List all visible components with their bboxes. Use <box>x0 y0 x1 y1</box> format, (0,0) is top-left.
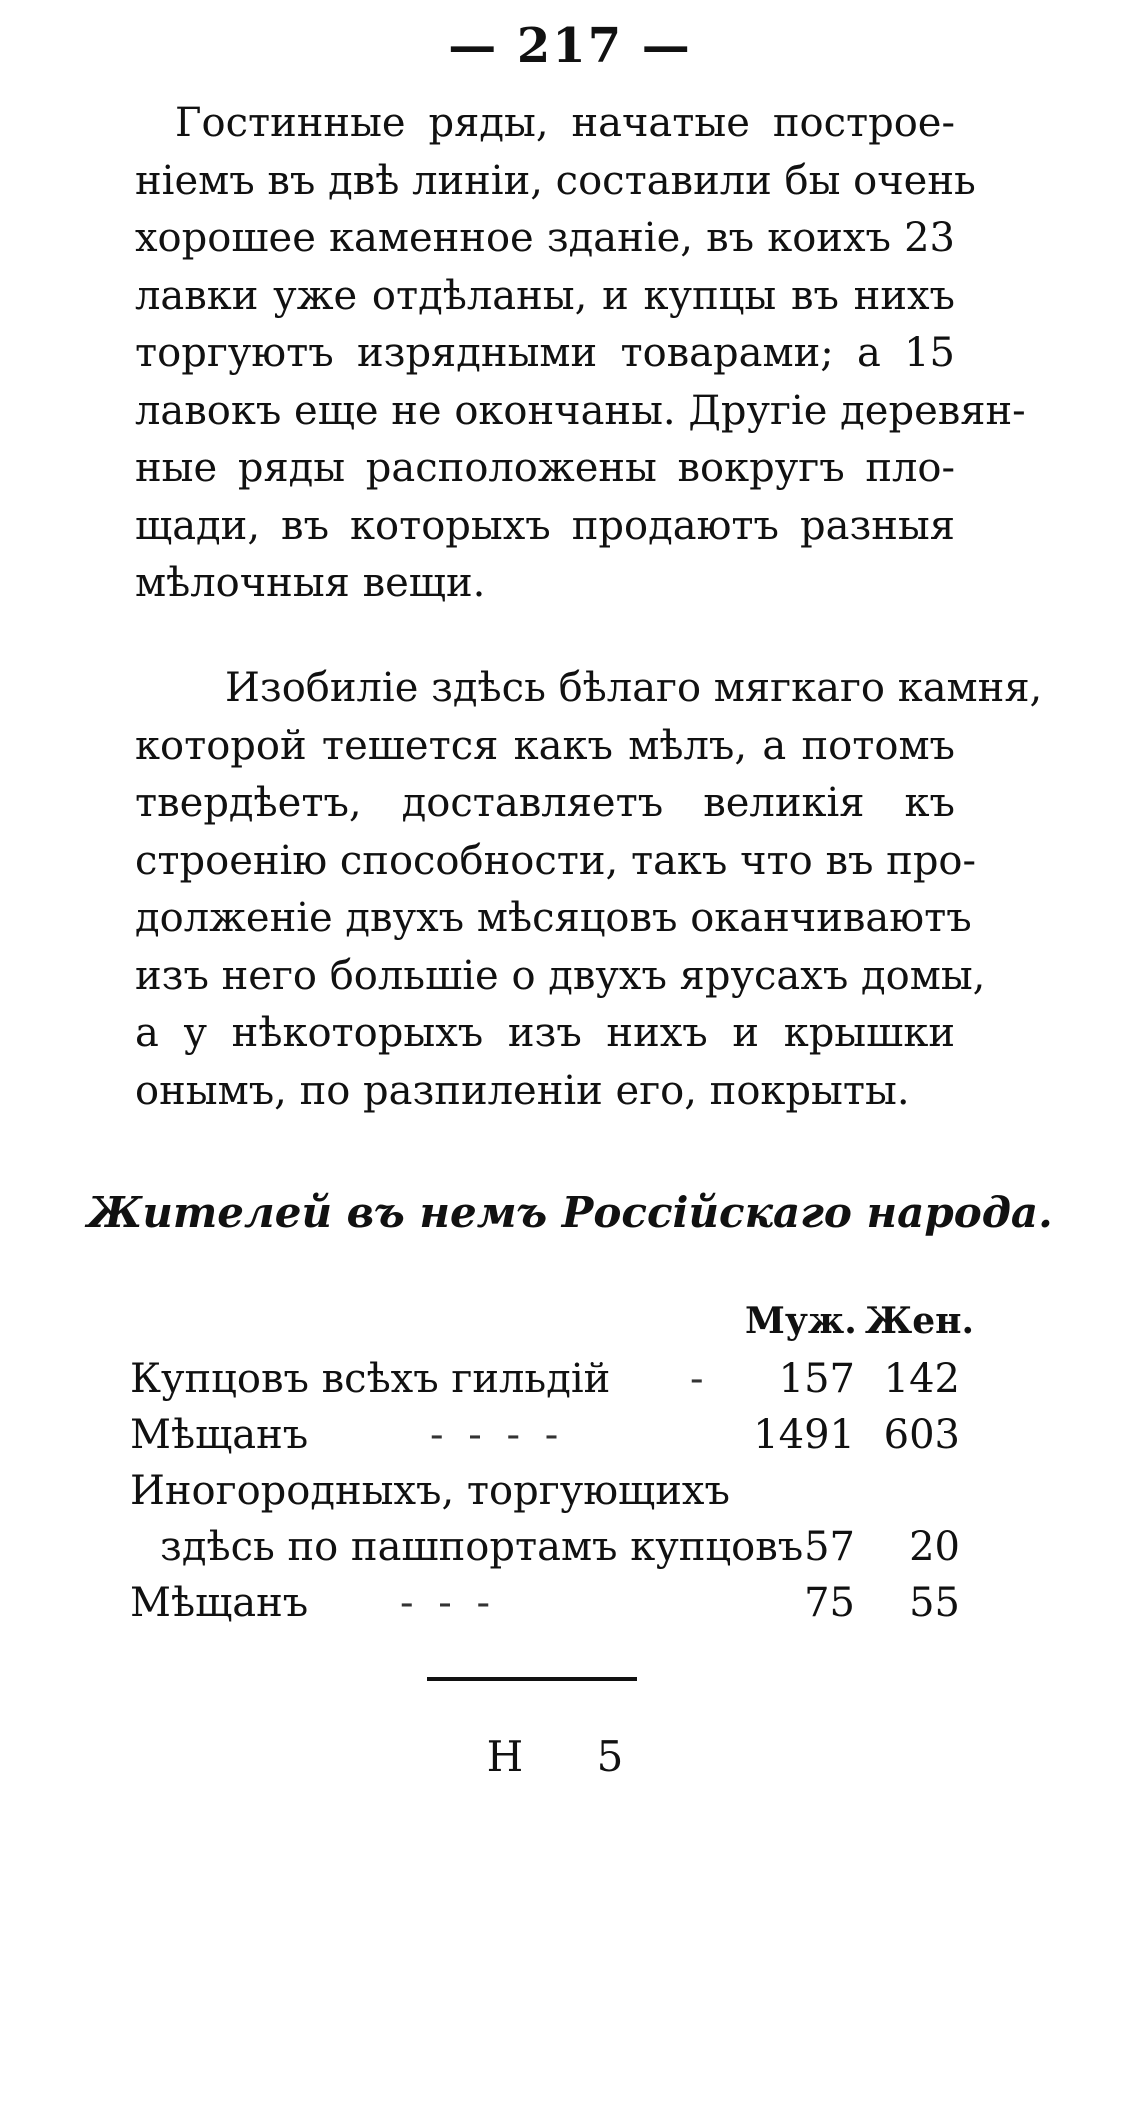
table-row <box>130 1580 960 1636</box>
page-number: — 217 — <box>448 18 692 74</box>
table-header-row <box>130 1300 975 1356</box>
women-count: 142 <box>883 1356 960 1402</box>
section-title: Жителей въ немъ Россійскаго народа. <box>87 1188 1053 1237</box>
text-line: щади, въ которыхъ продаютъ разныя <box>135 502 955 549</box>
text-line: долженіе двухъ мѣсяцовъ оканчиваютъ <box>135 895 972 941</box>
row-label: здѣсь по пашпортамъ купцовъ <box>160 1524 804 1570</box>
text-line: Изобиліе здѣсь бѣлаго мягкаго камня, <box>225 665 1043 711</box>
text-line: ніемъ въ двѣ линіи, составили бы очень <box>135 157 976 204</box>
text-line: Гостинные ряды, начатые построе- <box>175 100 955 146</box>
women-count: 20 <box>909 1524 960 1570</box>
text-line: изъ него большіе о двухъ ярусахъ домы, <box>135 952 986 999</box>
paragraph-white-stone <box>135 660 1043 1120</box>
text-line: а у нѣкоторыхъ изъ нихъ и крышки <box>135 1010 955 1056</box>
horizontal-rule <box>427 1677 637 1681</box>
row-label: Иногородныхъ, торгующихъ <box>130 1468 730 1514</box>
text-line: лавокъ еще не окончаны. Другіе деревян- <box>135 387 1026 434</box>
leader-dots: - - - - <box>430 1412 565 1458</box>
text-line: ные ряды расположены вокругъ пло- <box>135 445 955 491</box>
table-row <box>130 1524 960 1580</box>
column-header-women: Жен. <box>865 1300 975 1342</box>
text-line: твердѣетъ, доставляетъ великія къ <box>135 780 955 826</box>
paragraph-trading-rows <box>135 95 1026 613</box>
text-line: хорошее каменное зданіе, въ коихъ 23 <box>135 215 955 261</box>
column-header-men: Муж. <box>745 1300 857 1342</box>
women-count: 603 <box>883 1412 960 1458</box>
row-label: Купцовъ всѣхъ гильдій <box>130 1356 611 1402</box>
women-count: 55 <box>909 1580 960 1626</box>
row-label: Мѣщанъ <box>130 1580 309 1626</box>
leader-dots: - - - <box>400 1580 496 1626</box>
table-row <box>130 1356 960 1412</box>
text-line: онымъ, по разпиленіи его, покрыты. <box>135 1067 910 1114</box>
men-count: 1491 <box>753 1412 855 1458</box>
leader-dots: - <box>690 1356 710 1402</box>
row-label: Мѣщанъ <box>130 1412 309 1458</box>
table-row <box>130 1412 960 1468</box>
text-line: строенію способности, такъ что въ про- <box>135 837 977 884</box>
text-line: торгуютъ изрядными товарами; а 15 <box>135 330 955 376</box>
text-line: мѣлочныя вещи. <box>135 560 486 606</box>
table-row <box>130 1468 960 1524</box>
signature-mark: Н 5 <box>486 1732 654 1781</box>
men-count: 75 <box>804 1580 855 1626</box>
text-line: лавки уже отдѣланы, и купцы въ нихъ <box>135 272 955 319</box>
men-count: 57 <box>804 1524 855 1570</box>
population-table <box>130 1300 975 1636</box>
men-count: 157 <box>778 1356 855 1402</box>
text-line: которой тешется какъ мѣлъ, а потомъ <box>135 722 955 769</box>
